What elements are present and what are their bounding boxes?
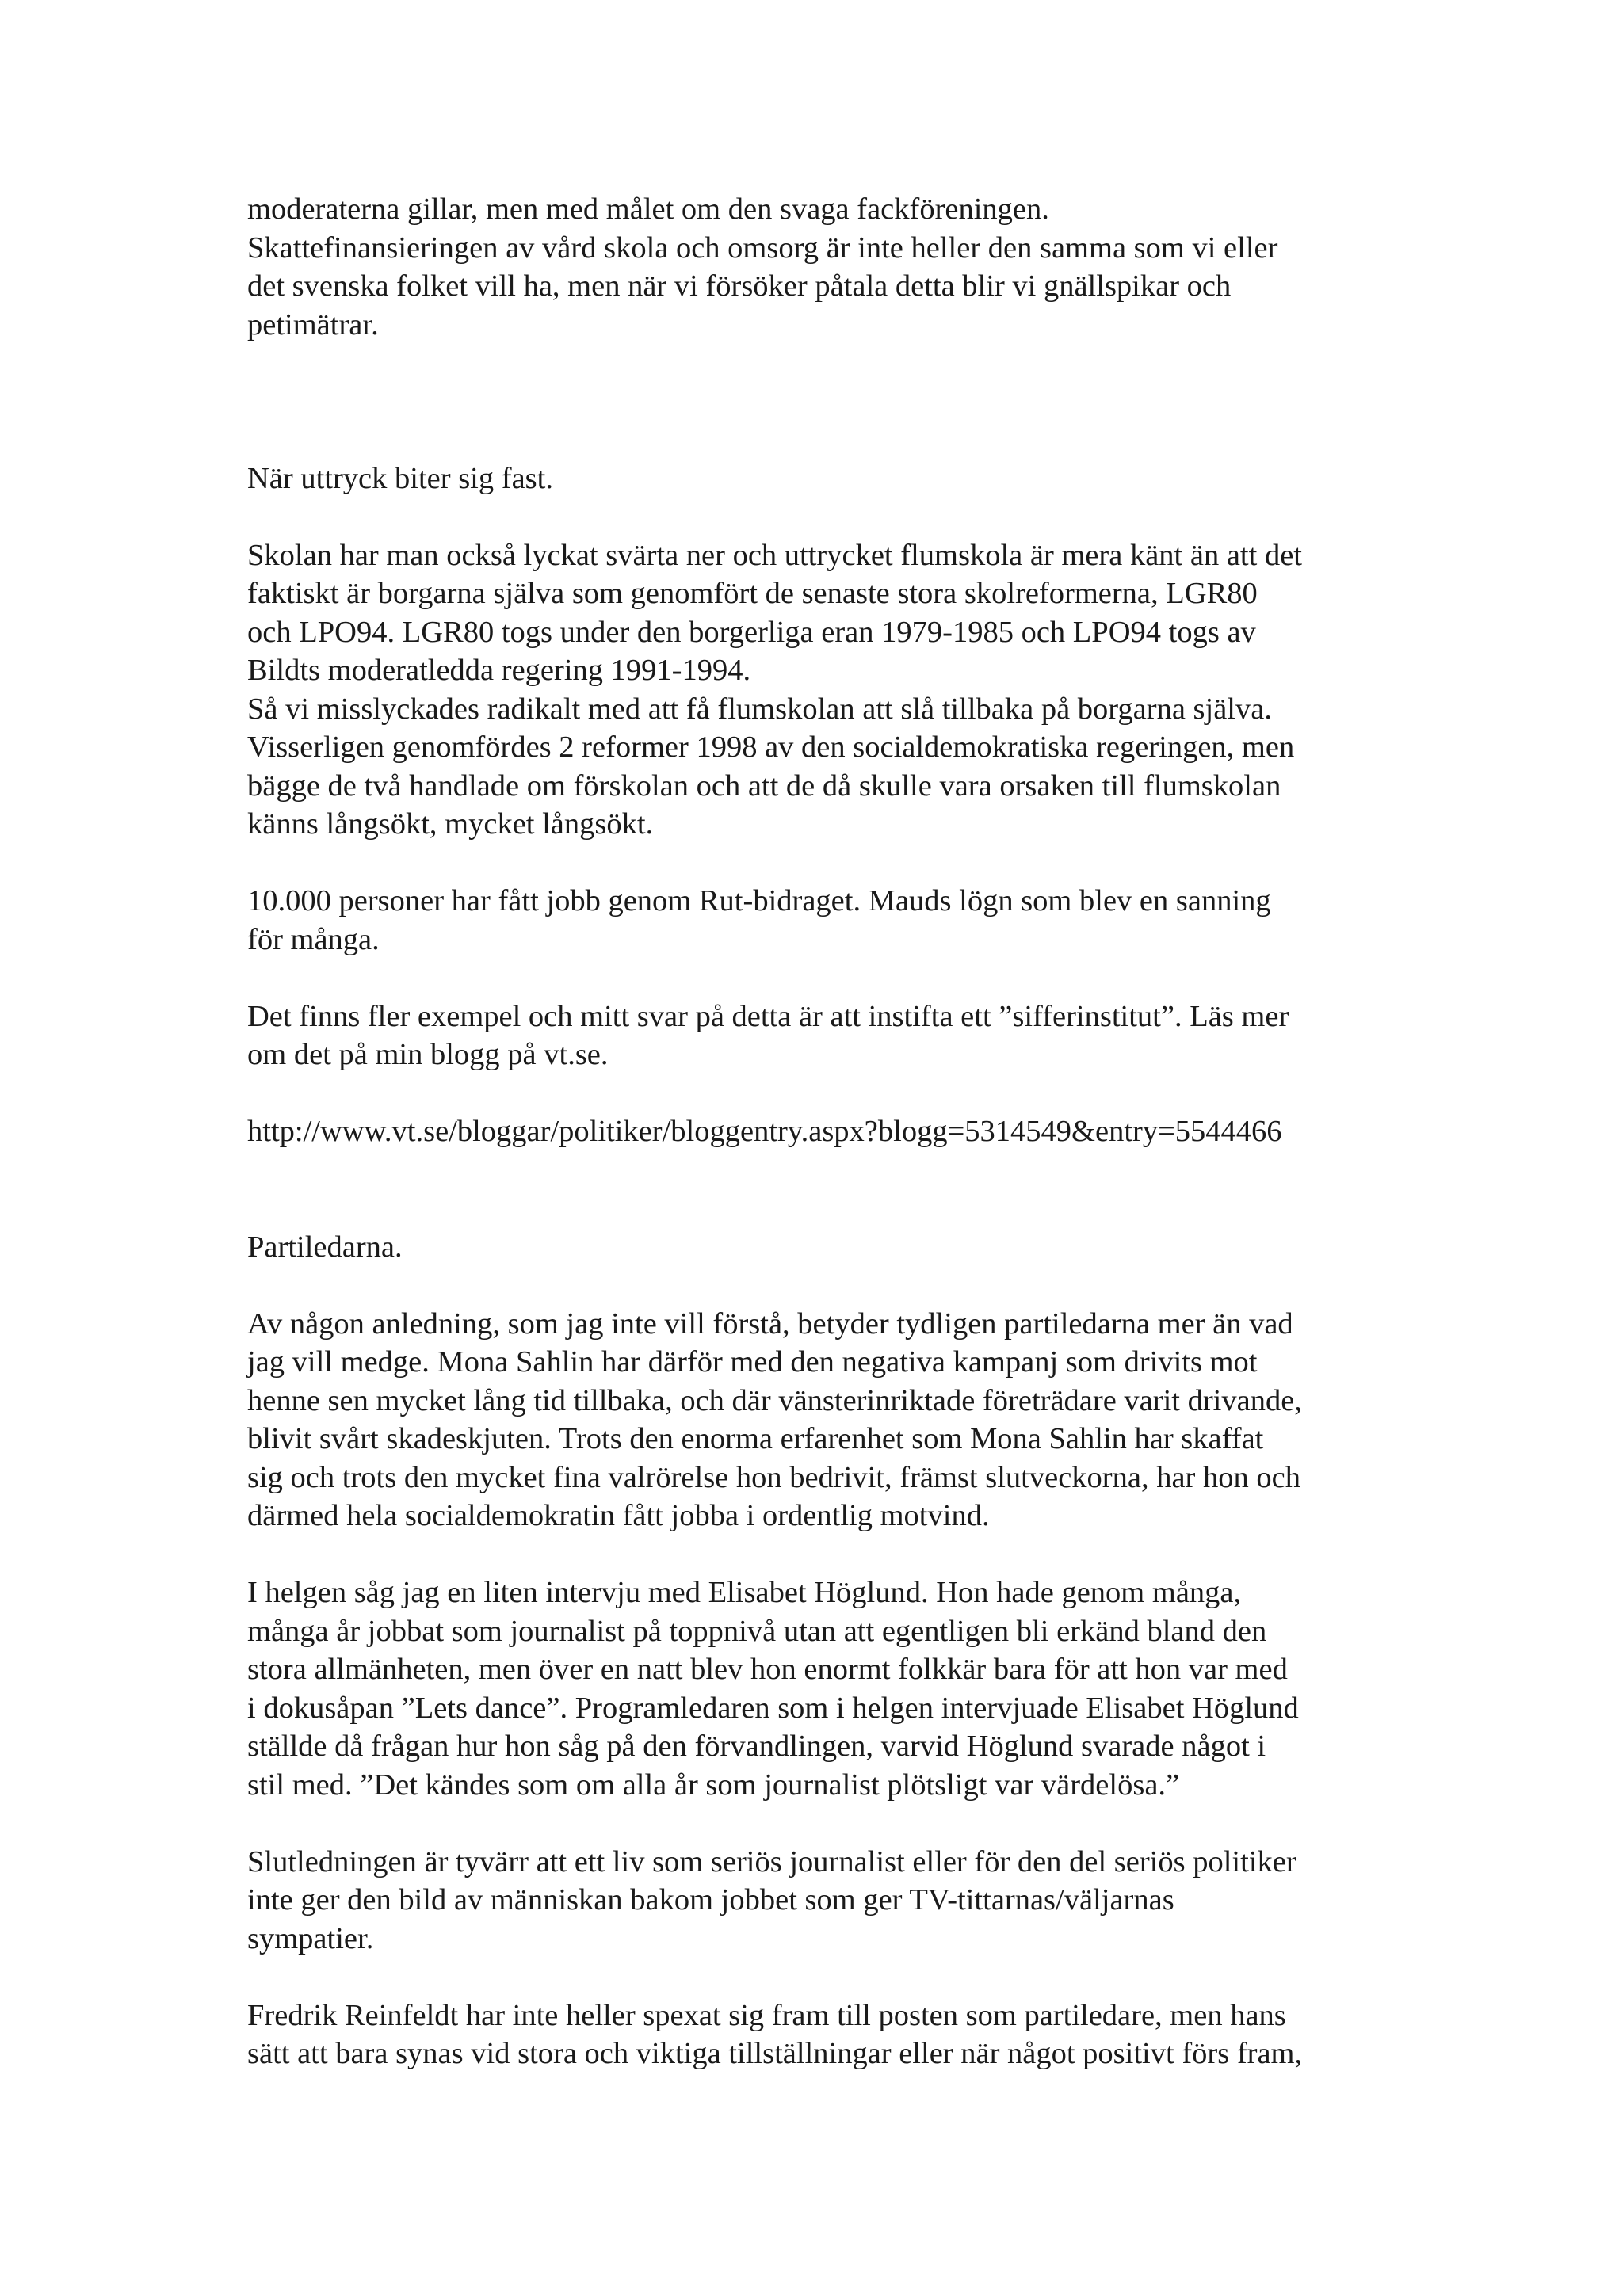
paragraph-skolan — [247, 536, 1404, 844]
blog-url: http://www.vt.se/bloggar/politiker/bloggentry.aspx?blogg=5314549&entry=5544466 — [247, 1115, 1282, 1148]
text-line: sätt att bara synas vid stora och viktiga tillställningar eller när något positivt förs fram, — [247, 2037, 1303, 2070]
text-line: Det finns fler exempel och mitt svar på detta är att instifta ett ”sifferinstitut”. Läs mer — [247, 999, 1289, 1033]
spacer — [247, 1074, 1404, 1113]
text-line: stora allmänheten, men över en natt blev hon enormt folkkär bara för att hon var med — [247, 1653, 1288, 1686]
text-line: petimätrar. — [247, 307, 379, 341]
text-line: bägge de två handlade om förskolan och att de då skulle vara orsaken till flumskolan — [247, 769, 1281, 803]
paragraph-intro — [247, 190, 1404, 344]
section-heading: När uttryck biter sig fast. — [247, 461, 553, 495]
paragraph-hoglund — [247, 1573, 1404, 1804]
spacer — [247, 959, 1404, 997]
paragraph-sifferinstitut — [247, 997, 1404, 1074]
spacer — [247, 1804, 1404, 1843]
text-line: därmed hela socialdemokratin fått jobba i ordentlig motvind. — [247, 1499, 990, 1532]
text-line: Visserligen genomfördes 2 reformer 1998 av den socialdemokratiska regeringen, men — [247, 730, 1295, 764]
text-line: inte ger den bild av människan bakom jobbet som ger TV-tittarnas/väljarnas — [247, 1883, 1174, 1917]
text-line: känns långsökt, mycket långsökt. — [247, 807, 654, 841]
text-line: det svenska folket vill ha, men när vi försöker påtala detta blir vi gnällspikar och — [247, 269, 1232, 303]
text-line: moderaterna gillar, men med målet om den svaga fackföreningen. — [247, 193, 1049, 226]
spacer — [247, 344, 1404, 460]
text-line: Fredrik Reinfeldt har inte heller spexat sig fram till posten som partiledare, men hans — [247, 1998, 1286, 2032]
paragraph-slutledning — [247, 1843, 1404, 1958]
text-line: många år jobbat som journalist på toppnivå utan att egentligen bli erkänd bland den — [247, 1614, 1267, 1648]
section-heading: Partiledarna. — [247, 1230, 403, 1264]
paragraph-url — [247, 1112, 1404, 1151]
text-line: i dokusåpan ”Lets dance”. Programledaren som i helgen intervjuade Elisabet Höglund — [247, 1691, 1299, 1725]
text-line: jag vill medge. Mona Sahlin har därför med den negativa kampanj som drivits mot — [247, 1345, 1258, 1379]
text-line: ställde då frågan hur hon såg på den förvandlingen, varvid Höglund svarade något i — [247, 1730, 1266, 1763]
section-heading-uttryck — [247, 460, 1404, 498]
spacer — [247, 1958, 1404, 1997]
paragraph-rut — [247, 882, 1404, 959]
text-line: henne sen mycket lång tid tillbaka, och där vänsterinriktade företrädare varit drivande, — [247, 1383, 1302, 1417]
paragraph-reinfeldt — [247, 1997, 1404, 2073]
text-line: för många. — [247, 922, 380, 956]
spacer — [247, 1151, 1404, 1228]
text-line: stil med. ”Det kändes som om alla år som journalist plötsligt var värdelösa.” — [247, 1768, 1180, 1802]
text-line: om det på min blogg på vt.se. — [247, 1038, 609, 1071]
spacer — [247, 1535, 1404, 1574]
spacer — [247, 498, 1404, 536]
text-line: faktiskt är borgarna själva som genomfört de senaste stora skolreformerna, LGR80 — [247, 577, 1258, 610]
paragraph-sahlin — [247, 1305, 1404, 1535]
text-line: sig och trots den mycket fina valrörelse hon bedrivit, främst slutveckorna, har hon och — [247, 1460, 1300, 1494]
section-heading-partiledarna — [247, 1228, 1404, 1267]
text-line: I helgen såg jag en liten intervju med Elisabet Höglund. Hon hade genom många, — [247, 1576, 1242, 1609]
text-line: Av någon anledning, som jag inte vill förstå, betyder tydligen partiledarna mer än vad — [247, 1306, 1293, 1341]
spacer — [247, 1266, 1404, 1305]
text-line: blivit svårt skadeskjuten. Trots den enorma erfarenhet som Mona Sahlin har skaffat — [247, 1422, 1264, 1455]
text-line: 10.000 personer har fått jobb genom Rut-bidraget. Mauds lögn som blev en sanning — [247, 884, 1271, 917]
text-line: Så vi misslyckades radikalt med att få flumskolan att slå tillbaka på borgarna själva. — [247, 692, 1272, 726]
text-line: Slutledningen är tyvärr att ett liv som seriös journalist eller för den del seriös politiker — [247, 1844, 1296, 1878]
document-page — [247, 190, 1404, 2073]
text-line: Skattefinansieringen av vård skola och omsorg är inte heller den samma som vi eller — [247, 231, 1278, 265]
text-line: och LPO94. LGR80 togs under den borgerliga eran 1979-1985 och LPO94 togs av — [247, 615, 1256, 649]
text-line: Skolan har man också lyckat svärta ner och uttrycket flumskola är mera känt än att det — [247, 538, 1302, 572]
spacer — [247, 844, 1404, 883]
text-line: Bildts moderatledda regering 1991-1994. — [247, 654, 751, 687]
text-line: sympatier. — [247, 1921, 374, 1955]
